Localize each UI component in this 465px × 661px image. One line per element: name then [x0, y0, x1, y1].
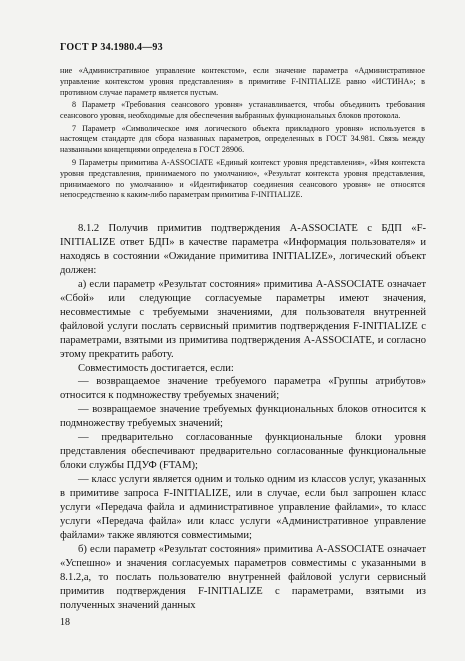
note-paragraph: 8 Параметр «Требования сеансового уровня» устанавливается, чтобы объединить требования сеансового уровня, необходимые для обеспечения выбранных функциональных блоков протокола. [60, 100, 425, 121]
body-paragraph: — класс услуги является одним и только одним из классов услуг, указанных в примитиве запроса F-INITIALIZE, или в случае, если был запрошен класс услуги «Передача файла и административное управление файлами», то класс услуги «Передача файла» или класс услуги «Административное управление файлами» также являются совместимыми; [60, 474, 426, 541]
note-paragraph: ние «Административное управление контекстом», если значение параметра «Административное управление контекстом уровня представления» в примитиве F-INITIALIZE равно «ИСТИНА»; в противном случае параметр является пустым. [60, 66, 425, 97]
body-paragraph: а) если параметр «Результат состояния» примитива A-ASSOCIATE означает «Сбой» или следующие согласуемые параметры имеют значения, несовместимые с требуемыми значениями, для пользователя внутренней файловой услуги послать сервисный примитив подтверждения F-INITIALIZE с параметрами, взятыми из примитива подтверждения A-ASSOCIATE, и согласно этому прекратить работу. [60, 278, 426, 360]
note-paragraph: 9 Параметры примитива A-ASSOCIATE «Единый контекст уровня представления», «Имя контекста уровня представления, принимаемого по умолчанию», «Результат контекста уровня представления, принимаемого по умолчанию» и «Идентификатор соединения сеансового уровня» не относятся непосредственно к каким-либо параметрам примитива F-INITIALIZE. [60, 157, 425, 200]
page-header: ГОСТ Р 34.1980.4—93 [60, 42, 163, 53]
body-paragraph: — возвращаемое значение требуемого параметра «Группы атрибутов» относится к подмножеству требуемых значений; [60, 376, 426, 402]
body-paragraph: — возвращаемое значение требуемых функциональных блоков относится к подмножеству требуемых значений; [60, 404, 426, 430]
note-paragraph: 7 Параметр «Символическое имя логического объекта прикладного уровня» используется в настоящем стандарте для сбора названных параметров, определенных в ГОСТ 34.981. Связь между названными концепциями определена в ГОСТ 28906. [60, 123, 425, 155]
body-paragraph: — предварительно согласованные функциональные блоки уровня представления обеспечивают предварительно согласованные функциональные блоки службы ПДУФ (FTAM); [60, 432, 426, 472]
page-number: 18 [60, 617, 70, 628]
body-paragraph: Совместимость достигается, если: [78, 362, 234, 374]
body-paragraph: б) если параметр «Результат состояния» примитива A-ASSOCIATE означает «Успешно» и значения согласуемых параметров совместимы с указанными в 8.1.2,а, то послать пользователю внутренней файловой услуги сервисный примитив подтверждения F-INITIALIZE с параметрами, взятыми из полученных значений данных [60, 543, 426, 611]
body-paragraph: 8.1.2 Получив примитив подтверждения A-ASSOCIATE с БДП «F-INITIALIZE ответ БДП» в качестве параметра «Информация пользователя» и находясь в состоянии «Ожидание примитива INITIALIZE», логический объект должен: [60, 223, 426, 276]
notes-block [60, 66, 425, 203]
main-text [60, 222, 426, 613]
